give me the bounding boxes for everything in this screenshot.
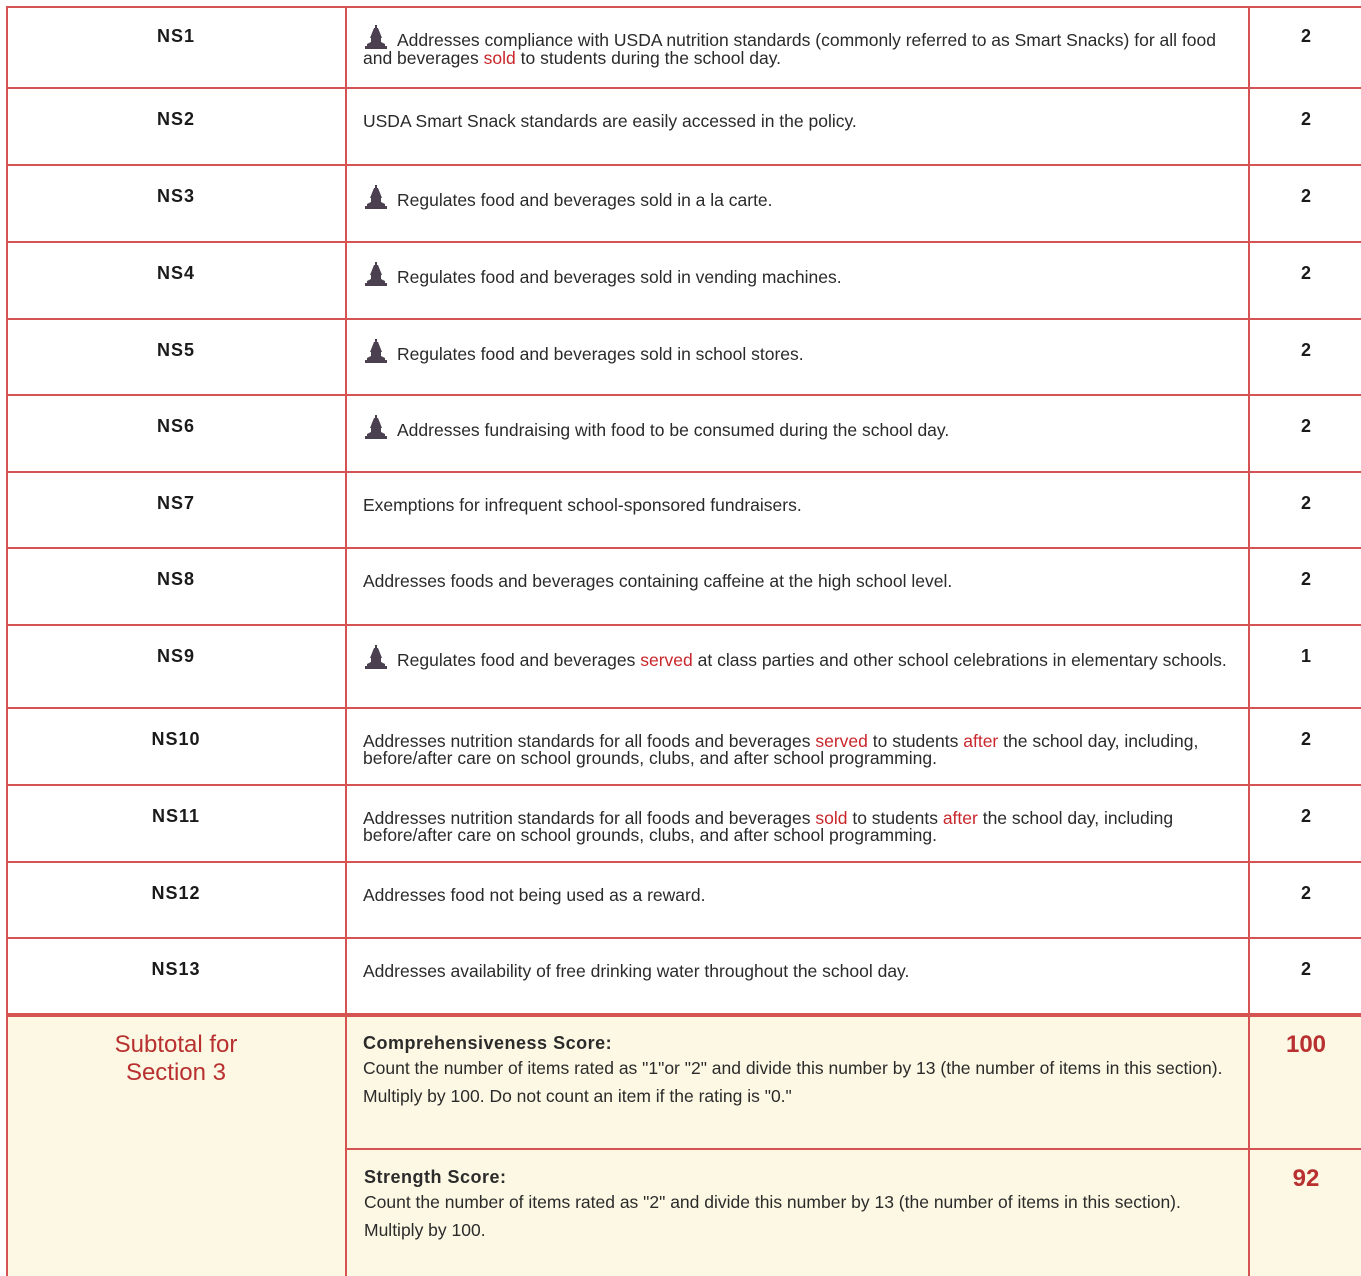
table-row: [6, 166, 1361, 243]
description-text: to students during the school day.: [515, 48, 782, 68]
column-divider: [1248, 549, 1250, 624]
item-code: NS4: [156, 263, 195, 283]
column-divider: [345, 6, 347, 87]
description-text: Addresses food not being used as a reward.: [363, 885, 706, 905]
strength-score-text: Count the number of items rated as "2" and divide this number by 13 (the number of items in this section). Multiply by 100.: [364, 1192, 1181, 1240]
item-code: NS7: [156, 493, 195, 513]
description-text: Addresses nutrition standards for all foods and beverages: [363, 808, 816, 828]
table-row: [6, 396, 1361, 473]
description-text: Regulates food and beverages sold in a la carte.: [397, 190, 773, 210]
table-row: [6, 939, 1361, 1015]
item-rating: 2: [1300, 883, 1311, 903]
subtotal-section: [6, 1015, 1361, 1276]
capitol-dome-icon: [363, 644, 389, 670]
column-divider: [1248, 166, 1250, 241]
description-text: at class parties and other school celebrations in elementary schools.: [692, 650, 1227, 670]
column-divider: [1248, 396, 1250, 471]
column-divider: [345, 243, 347, 318]
subtotal-label-line2: Section 3: [125, 1059, 227, 1086]
strength-score-value: 92: [1292, 1165, 1320, 1192]
column-divider: [345, 626, 347, 707]
capitol-dome-icon: [363, 261, 389, 287]
item-code: NS12: [151, 883, 201, 903]
column-divider: [345, 473, 347, 547]
comprehensiveness-score-title: Comprehensiveness Score:: [363, 1033, 613, 1053]
column-divider: [1248, 709, 1250, 784]
column-divider: [345, 709, 347, 784]
description-text: to students: [867, 731, 964, 751]
subtotal-col-divider-1: [345, 1017, 347, 1276]
highlighted-term: sold: [815, 808, 848, 828]
subtotal-label: [6, 1031, 346, 1087]
item-rating: 2: [1300, 806, 1311, 826]
column-divider: [345, 863, 347, 937]
strength-score-title: Strength Score:: [364, 1167, 507, 1187]
description-text: Addresses foods and beverages containing caffeine at the high school level.: [363, 571, 953, 591]
item-code: NS1: [156, 26, 195, 46]
highlighted-term: served: [640, 650, 693, 670]
item-rating: 2: [1300, 263, 1311, 283]
item-rating: 1: [1300, 646, 1311, 666]
strength-score-block: [364, 1167, 1244, 1244]
subtotal-col-divider-2: [1248, 1017, 1250, 1276]
comprehensiveness-score-text: Count the number of items rated as "1"or "2" and divide this number by 13 (the number of items in this section). Multiply by 100. Do not count an item if the rating is "0.": [363, 1058, 1223, 1106]
capitol-dome-icon: [363, 184, 389, 210]
item-description: [363, 573, 1243, 590]
description-text: Addresses fundraising with food to be consumed during the school day.: [397, 420, 950, 440]
item-rating: 2: [1300, 109, 1311, 129]
capitol-dome-icon: [363, 338, 389, 364]
table-row: [6, 549, 1361, 626]
column-divider: [345, 549, 347, 624]
capitol-dome-icon: [363, 414, 389, 440]
item-description: [363, 24, 1243, 67]
item-code: NS5: [156, 340, 195, 360]
item-description: [363, 963, 1243, 980]
description-text: Exemptions for infrequent school-sponsored fundraisers.: [363, 495, 802, 515]
column-divider: [345, 396, 347, 471]
item-code: NS2: [156, 109, 195, 129]
item-rating: 2: [1300, 569, 1311, 589]
item-rating: 2: [1300, 340, 1311, 360]
subtotal-label-line1: Subtotal for: [114, 1031, 238, 1058]
item-rating: 2: [1300, 186, 1311, 206]
item-code: NS11: [151, 806, 201, 826]
item-description: [363, 497, 1243, 514]
table-row: [6, 786, 1361, 863]
column-divider: [345, 786, 347, 861]
description-text: the school day, including, before/after care on school grounds, clubs, and after school programming.: [363, 731, 1199, 768]
highlighted-term: served: [815, 731, 868, 751]
highlighted-term: after: [963, 731, 999, 751]
description-text: Addresses compliance with USDA nutrition standards (commonly referred to as Smart Snacks) for all food and beverages: [363, 30, 1216, 68]
item-rating: 2: [1300, 729, 1311, 749]
table-row: [6, 89, 1361, 166]
item-description: [363, 414, 1243, 440]
column-divider: [345, 89, 347, 164]
description-text: Regulates food and beverages sold in school stores.: [397, 344, 804, 364]
item-description: [363, 113, 1243, 130]
column-divider: [345, 166, 347, 241]
item-code: NS8: [156, 569, 195, 589]
item-rating: 2: [1300, 959, 1311, 979]
item-code: NS3: [156, 186, 195, 206]
item-description: [363, 644, 1243, 670]
column-divider: [345, 320, 347, 394]
highlighted-term: sold: [483, 48, 516, 68]
item-rating: 2: [1300, 416, 1311, 436]
item-code: NS13: [151, 959, 201, 979]
table-row: [6, 243, 1361, 320]
column-divider: [1248, 863, 1250, 937]
item-code: NS6: [156, 416, 195, 436]
description-text: the school day, including before/after care on school grounds, clubs, and after school programming.: [363, 808, 1174, 845]
description-text: Regulates food and beverages: [397, 650, 641, 670]
item-code: NS10: [151, 729, 201, 749]
table-row: [6, 473, 1361, 549]
table-row: [6, 626, 1361, 709]
description-text: Addresses availability of free drinking water throughout the school day.: [363, 961, 910, 981]
comprehensiveness-score-value: 100: [1285, 1031, 1327, 1058]
column-divider: [1248, 473, 1250, 547]
item-rating: 2: [1300, 493, 1311, 513]
item-description: [363, 887, 1243, 904]
description-text: to students: [847, 808, 943, 828]
column-divider: [1248, 89, 1250, 164]
column-divider: [345, 939, 347, 1013]
subtotal-divider: [347, 1148, 1361, 1150]
highlighted-term: after: [942, 808, 978, 828]
item-description: [363, 338, 1243, 364]
column-divider: [1248, 626, 1250, 707]
column-divider: [1248, 320, 1250, 394]
column-divider: [1248, 939, 1250, 1013]
item-description: [363, 184, 1243, 210]
table-row: [6, 709, 1361, 786]
description-text: USDA Smart Snack standards are easily accessed in the policy.: [363, 111, 857, 131]
item-rating: 2: [1300, 26, 1311, 46]
capitol-dome-icon: [363, 24, 389, 50]
item-code: NS9: [156, 646, 195, 666]
column-divider: [1248, 6, 1250, 87]
item-description: [363, 261, 1243, 287]
description-text: Regulates food and beverages sold in vending machines.: [397, 267, 842, 287]
column-divider: [1248, 243, 1250, 318]
table-row: [6, 6, 1361, 89]
description-text: Addresses nutrition standards for all foods and beverages: [363, 731, 816, 751]
table-row: [6, 320, 1361, 396]
item-description: [363, 733, 1243, 767]
column-divider: [1248, 786, 1250, 861]
table-row: [6, 863, 1361, 939]
item-description: [363, 810, 1243, 844]
comprehensiveness-score-block: [363, 1033, 1243, 1110]
